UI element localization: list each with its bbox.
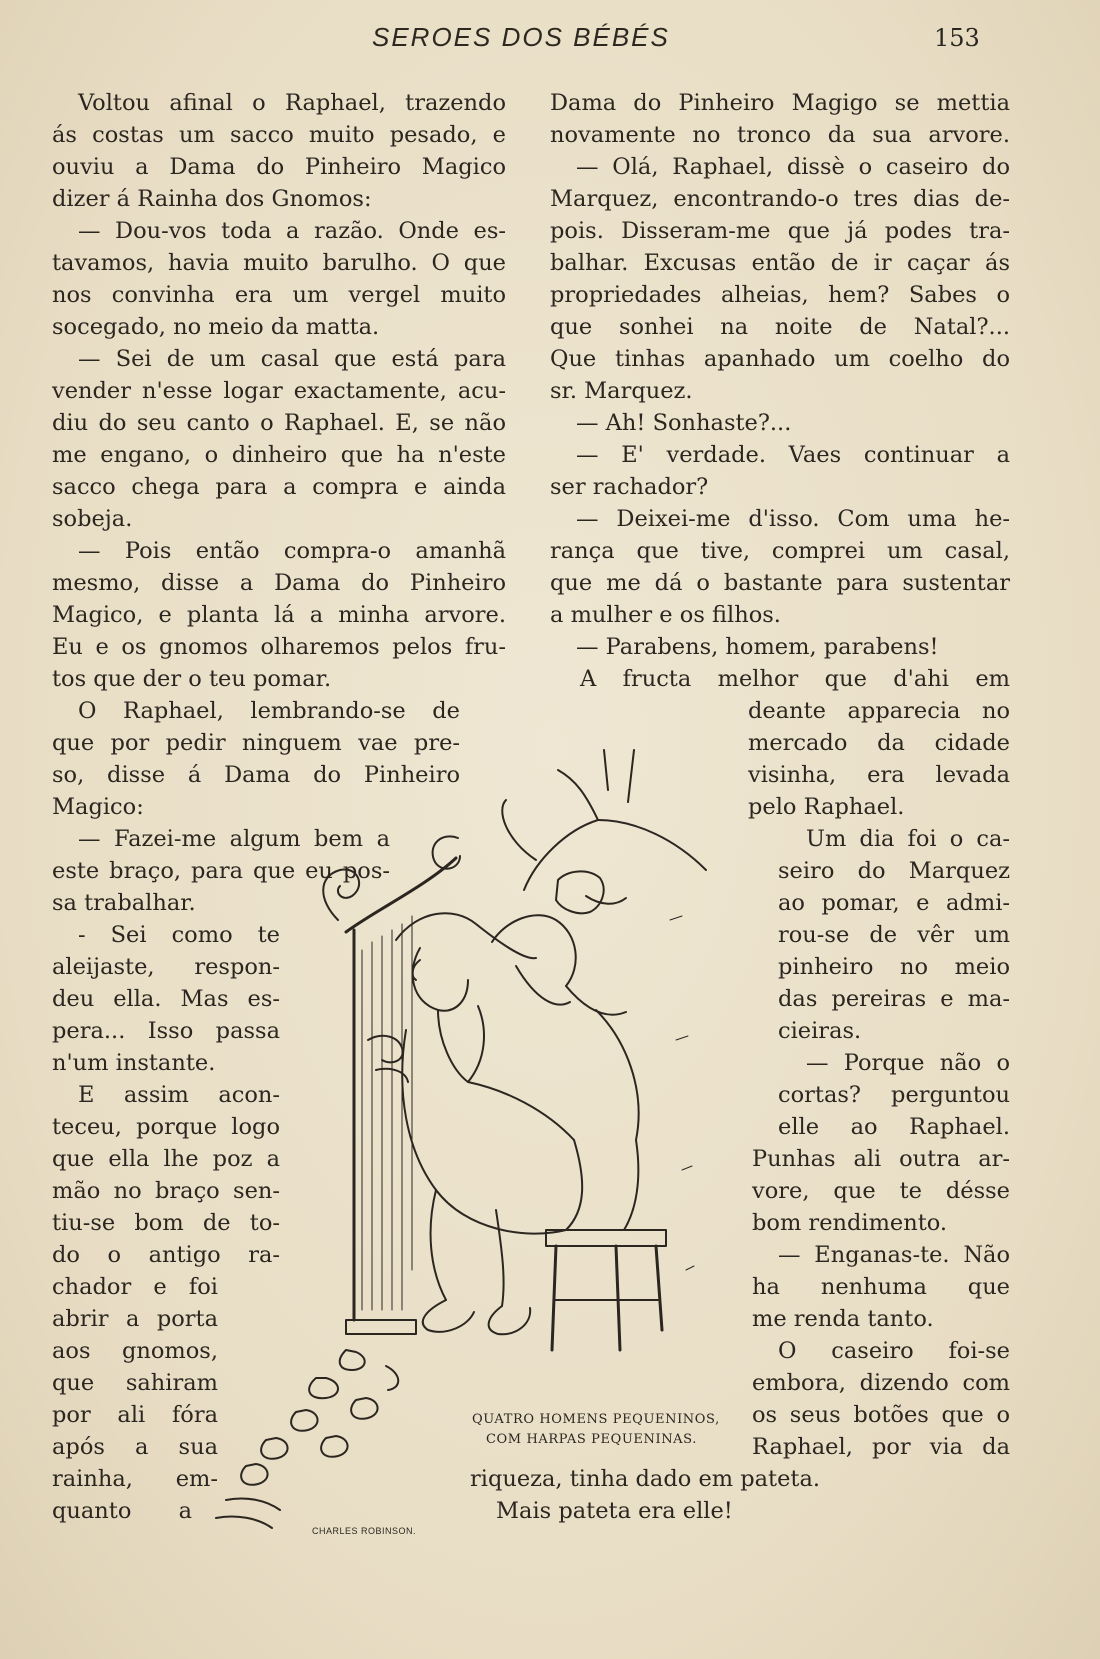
text-line: socegado, no meio da matta. (52, 314, 380, 340)
text-line: deu ella. Mas es- (52, 986, 280, 1012)
text-line: elle ao Raphael. (778, 1114, 1010, 1140)
text-line: — Pois então compra-o amanhã (78, 538, 506, 564)
text-line: sr. Marquez. (550, 378, 693, 404)
text-line: tos que der o teu pomar. (52, 666, 332, 692)
text-line: ao pomar, e admi- (778, 890, 1010, 916)
text-line: Marquez, encontrando-o tres dias de- (550, 186, 1010, 212)
text-line: tiu-se bom de to- (52, 1210, 280, 1236)
text-line: so, disse á Dama do Pinheiro (52, 762, 460, 788)
text-line: - Sei como te (78, 922, 280, 948)
text-line: após a sua (52, 1434, 218, 1460)
text-line: Mais pateta era elle! (496, 1498, 733, 1524)
text-line: abrir a porta (52, 1306, 218, 1332)
text-line: nos convinha era um vergel muito (52, 282, 506, 308)
text-line: ás costas um sacco muito pesado, e (52, 122, 506, 148)
text-line: os seus botões que o (752, 1402, 1010, 1428)
illustration-caption-line1: QUATRO HOMENS PEQUENINOS, (472, 1412, 720, 1427)
running-title: SEROES DOS BÉBÉS (372, 22, 670, 52)
text-line: ha nenhuma que (752, 1274, 1010, 1300)
text-line: visinha, era levada (748, 762, 1010, 788)
text-line: n'um instante. (52, 1050, 216, 1076)
text-line: pera... Isso passa (52, 1018, 280, 1044)
text-line: — Porque não o (806, 1050, 1010, 1076)
illustration-caption-line2: COM HARPAS PEQUENINAS. (486, 1432, 697, 1447)
text-line: mão no braço sen- (52, 1178, 280, 1204)
text-line: riqueza, tinha dado em pateta. (470, 1466, 821, 1492)
text-line: Punhas ali outra ar- (752, 1146, 1010, 1172)
text-line: a mulher e os filhos. (550, 602, 781, 628)
text-line: — Enganas-te. Não (778, 1242, 1010, 1268)
text-line: do o antigo ra- (52, 1242, 280, 1268)
text-line: ser rachador? (550, 474, 709, 500)
artist-signature: CHARLES ROBINSON. (312, 1526, 417, 1536)
text-line: Dama do Pinheiro Magigo se mettia (550, 90, 1010, 116)
text-line: mercado da cidade (748, 730, 1010, 756)
text-line: das pereiras e ma- (778, 986, 1010, 1012)
text-line: — Sei de um casal que está para (78, 346, 506, 372)
text-line: rou-se de vêr um (778, 922, 1010, 948)
text-line: vender n'esse logar exactamente, acu- (52, 378, 506, 404)
text-line: seiro do Marquez (778, 858, 1010, 884)
text-line: O caseiro foi-se (778, 1338, 1010, 1364)
text-line: aleijaste, respon- (52, 954, 280, 980)
text-line: rança que tive, comprei um casal, (550, 538, 1010, 564)
text-line: Eu e os gnomos olharemos pelos fru- (52, 634, 506, 660)
text-line: balhar. Excusas então de ir caçar ás (550, 250, 1010, 276)
text-line: tavamos, havia muito barulho. O que (52, 250, 506, 276)
text-line: O Raphael, lembrando-se de (78, 698, 460, 724)
text-line: — Fazei-me algum bem a (78, 826, 390, 852)
text-line: me engano, o dinheiro que ha n'este (52, 442, 506, 468)
text-line: Magico, e planta lá a minha arvore. (52, 602, 506, 628)
text-line: Voltou afinal o Raphael, trazendo (78, 90, 506, 116)
text-line: — Olá, Raphael, dissè o caseiro do (576, 154, 1010, 180)
text-line: que sahiram (52, 1370, 218, 1396)
text-line: dizer á Rainha dos Gnomos: (52, 186, 372, 212)
text-line: que me dá o bastante para sustentar (550, 570, 1010, 596)
text-line: mesmo, disse a Dama do Pinheiro (52, 570, 506, 596)
text-line: bom rendimento. (752, 1210, 948, 1236)
text-line: sa trabalhar. (52, 890, 196, 916)
text-line: pois. Disseram-me que já podes tra- (550, 218, 1010, 244)
text-line: novamente no tronco da sua arvore. (550, 122, 1010, 148)
text-line: aos gnomos, (52, 1338, 218, 1364)
text-line: Que tinhas apanhado um coelho do (550, 346, 1010, 372)
page-number: 153 (934, 24, 980, 52)
text-line: que ella lhe poz a (52, 1146, 280, 1172)
text-line: cortas? perguntou (778, 1082, 1010, 1108)
text-line: embora, dizendo com (752, 1370, 1010, 1396)
text-line: deante apparecia no (748, 698, 1010, 724)
text-line: — Dou-vos toda a razão. Onde es- (78, 218, 506, 244)
text-line: vore, que te désse (752, 1178, 1010, 1204)
text-line: diu do seu canto o Raphael. E, se não (52, 410, 506, 436)
text-line: sacco chega para a compra e ainda (52, 474, 506, 500)
text-line: chador e foi (52, 1274, 218, 1300)
text-line: por ali fóra (52, 1402, 218, 1428)
text-line: — Ah! Sonhaste?... (576, 410, 792, 436)
text-line: teceu, porque logo (52, 1114, 280, 1140)
text-line: me renda tanto. (752, 1306, 934, 1332)
text-line: pelo Raphael. (748, 794, 905, 820)
text-line: que sonhei na noite de Natal?... (550, 314, 1010, 340)
text-line: A fructa melhor que d'ahi em (580, 666, 1010, 692)
text-line: este braço, para que eu pos- (52, 858, 390, 884)
text-line: — E' verdade. Vaes continuar a (576, 442, 1010, 468)
text-line: que por pedir ninguem vae pre- (52, 730, 460, 756)
text-line: — Parabens, homem, parabens! (576, 634, 939, 660)
text-line: E assim acon- (78, 1082, 280, 1108)
text-line: pinheiro no meio (778, 954, 1010, 980)
text-line: Um dia foi o ca- (806, 826, 1010, 852)
text-line: Raphael, por via da (752, 1434, 1010, 1460)
page-header (0, 22, 1100, 62)
text-line: sobeja. (52, 506, 133, 532)
text-line: Magico: (52, 794, 144, 820)
text-line: propriedades alheias, hem? Sabes o (550, 282, 1010, 308)
text-line: quanto a (52, 1498, 192, 1524)
text-line: cieiras. (778, 1018, 862, 1044)
text-line: ouviu a Dama do Pinheiro Magico (52, 154, 506, 180)
text-line: rainha, em- (52, 1466, 218, 1492)
text-line: — Deixei-me d'isso. Com uma he- (576, 506, 1010, 532)
